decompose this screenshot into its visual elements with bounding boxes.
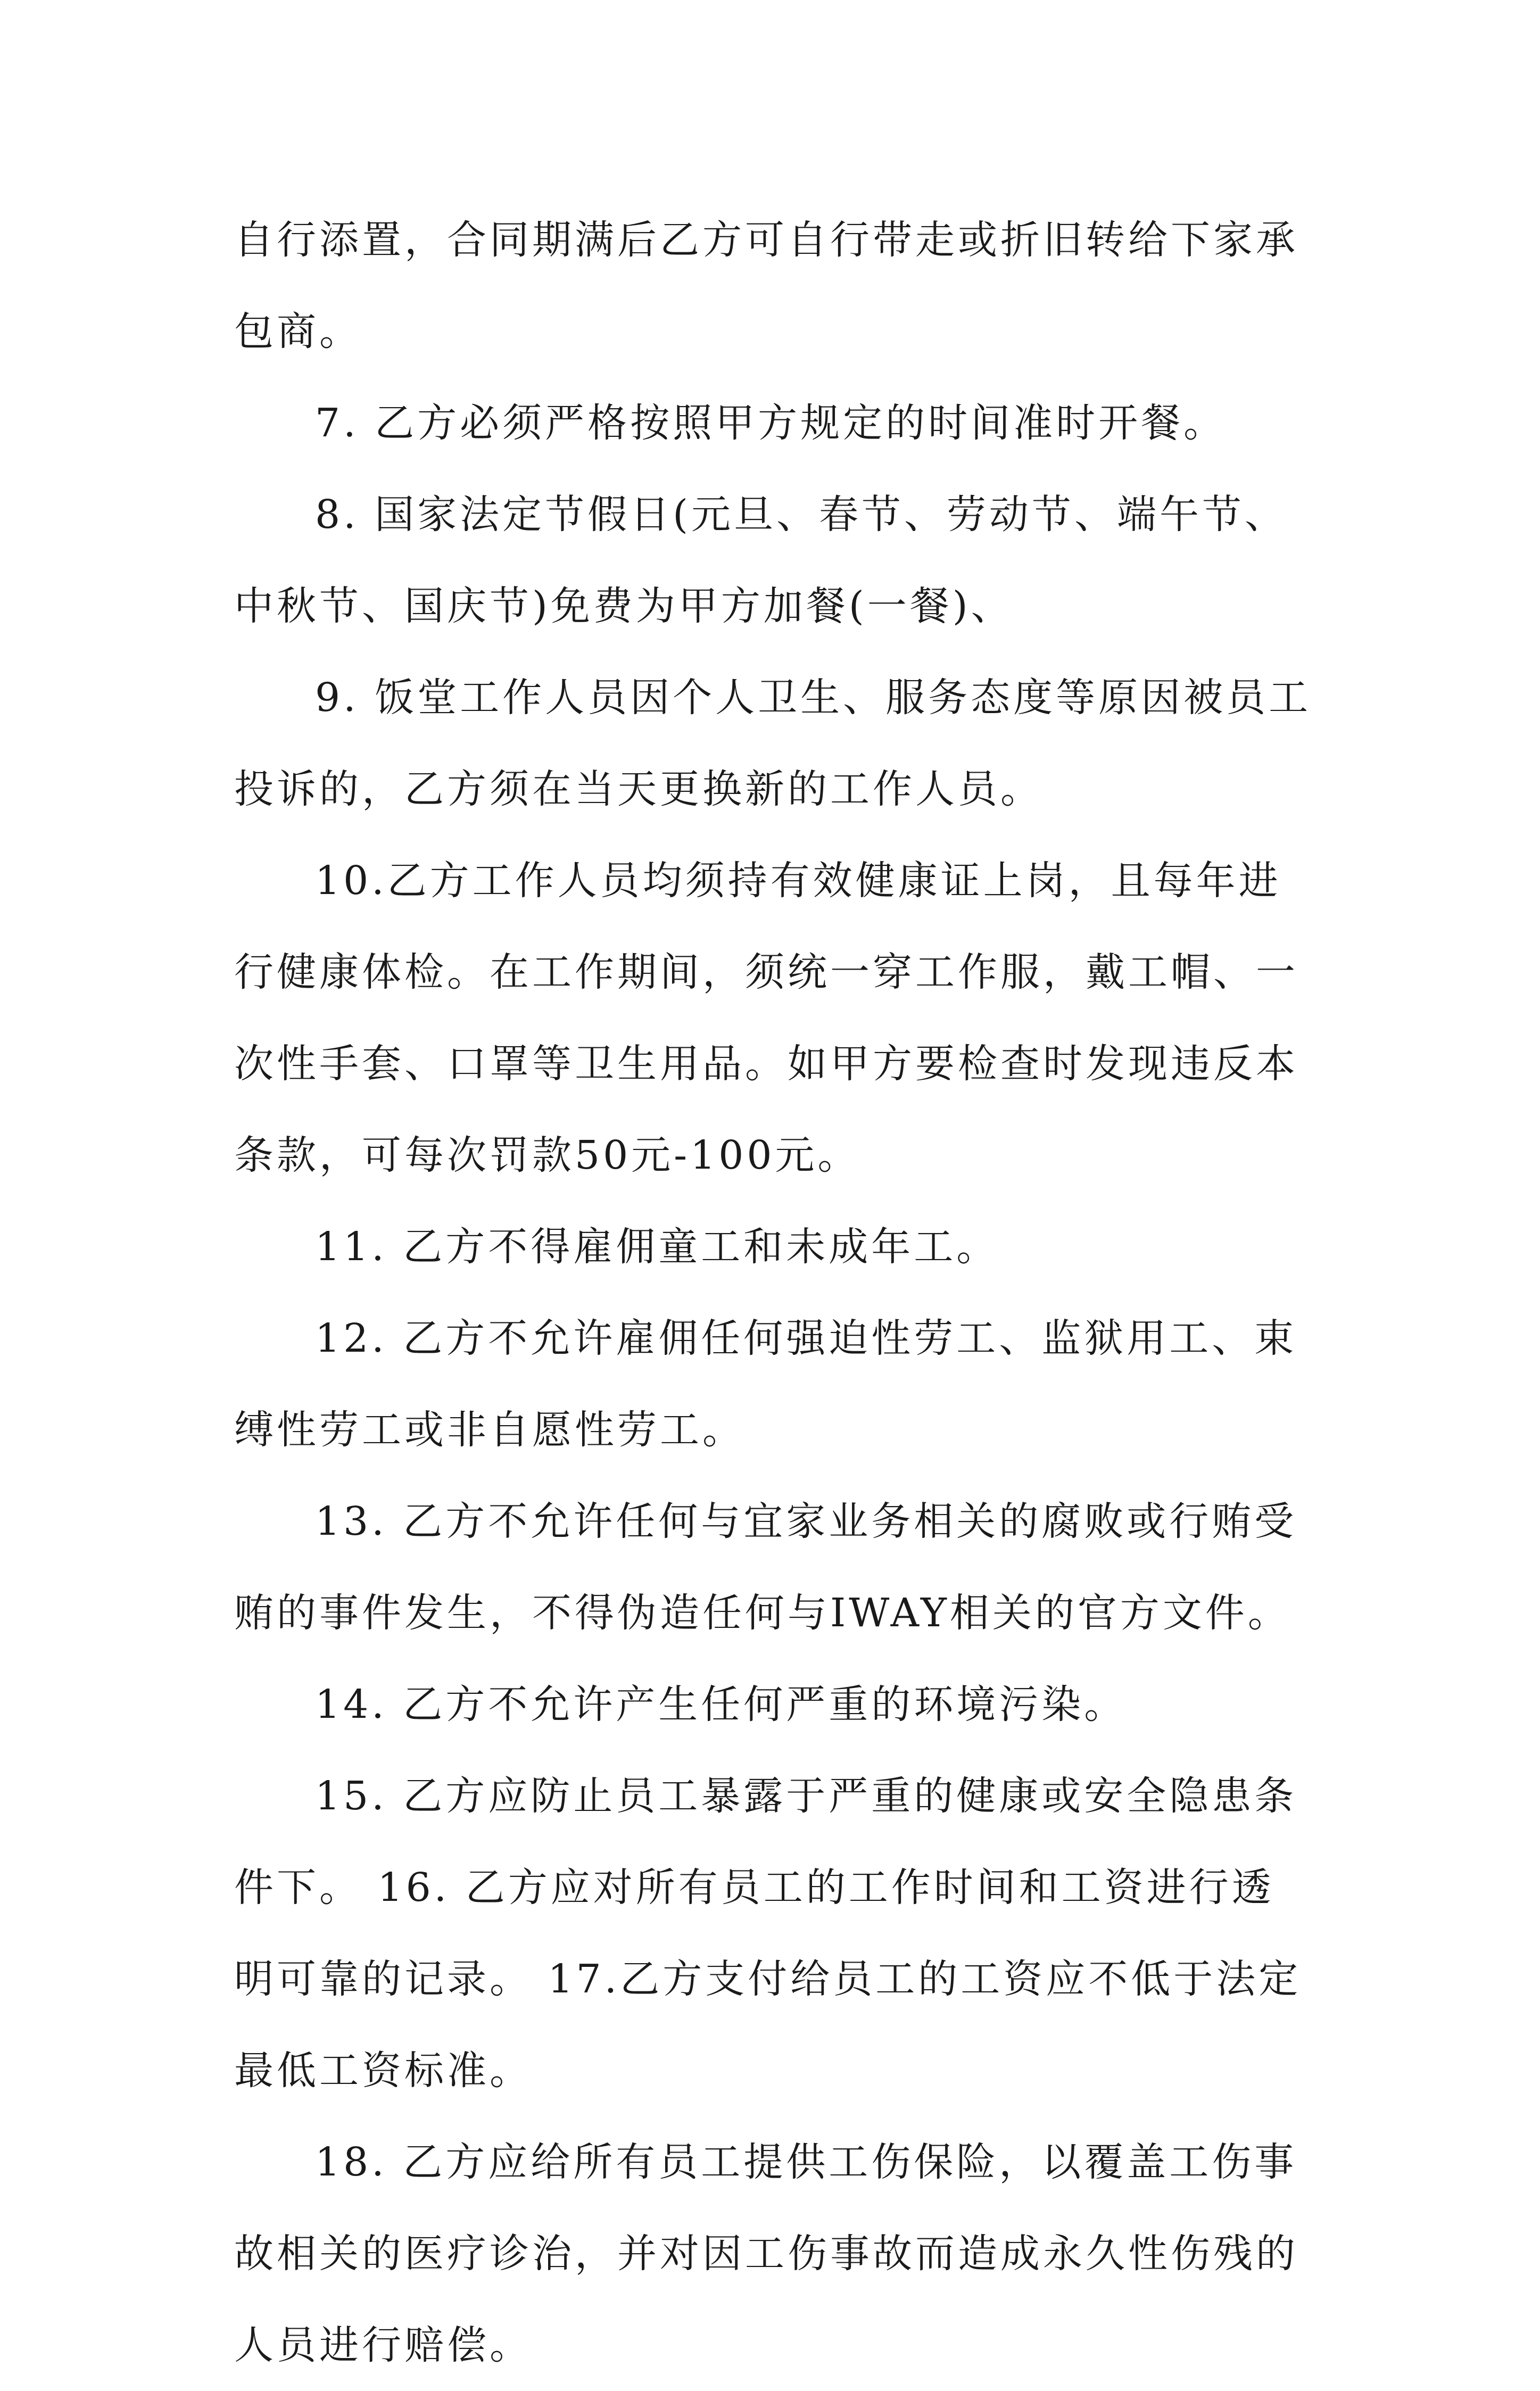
clause-14: 14. 乙方不允许产生任何严重的环境污染。 <box>315 1682 1127 1727</box>
document-body <box>234 194 1314 2391</box>
clause-9: 9. 饭堂工作人员因个人卫生、服务态度等原因被员工投诉的，乙方须在当天更换新的工作人员。 <box>234 675 1312 812</box>
clause-18: 18. 乙方应给所有员工提供工伤保险，以覆盖工伤事故相关的医疗诊治，并对因工伤事故而造成永久性伤残的人员进行赔偿。 <box>234 2139 1298 2368</box>
clause-12: 12. 乙方不允许雇佣任何强迫性劳工、监狱用工、束缚性劳工或非自愿性劳工。 <box>234 1316 1297 1453</box>
clause-15-17: 15. 乙方应防止员工暴露于严重的健康或安全隐患条件下。 16. 乙方应对所有员工的工作时间和工资进行透明可靠的记录。 17.乙方支付给员工的工资应不低于法定最低工资标准。 <box>234 1773 1302 2094</box>
clause-7: 7. 乙方必须严格按照甲方规定的时间准时开餐。 <box>315 400 1227 446</box>
clause-10: 10.乙方工作人员均须持有效健康证上岗，且每年进行健康体检。在工作期间，须统一穿工作服，戴工帽、一次性手套、口罩等卫生用品。如甲方要检查时发现违反本条款，可每次罚款50元-100元。 <box>234 858 1298 1178</box>
clause-8: 8. 国家法定节假日(元旦、春节、劳动节、端午节、中秋节、国庆节)免费为甲方加餐(一餐)、 <box>234 492 1287 629</box>
paragraph-continuation: 自行添置，合同期满后乙方可自行带走或折旧转给下家承包商。 <box>234 217 1298 354</box>
clause-11: 11. 乙方不得雇佣童工和未成年工。 <box>315 1224 999 1270</box>
clause-13: 13. 乙方不允许任何与宜家业务相关的腐败或行贿受贿的事件发生，不得伪造任何与IWAY相关的官方文件。 <box>234 1499 1297 1636</box>
